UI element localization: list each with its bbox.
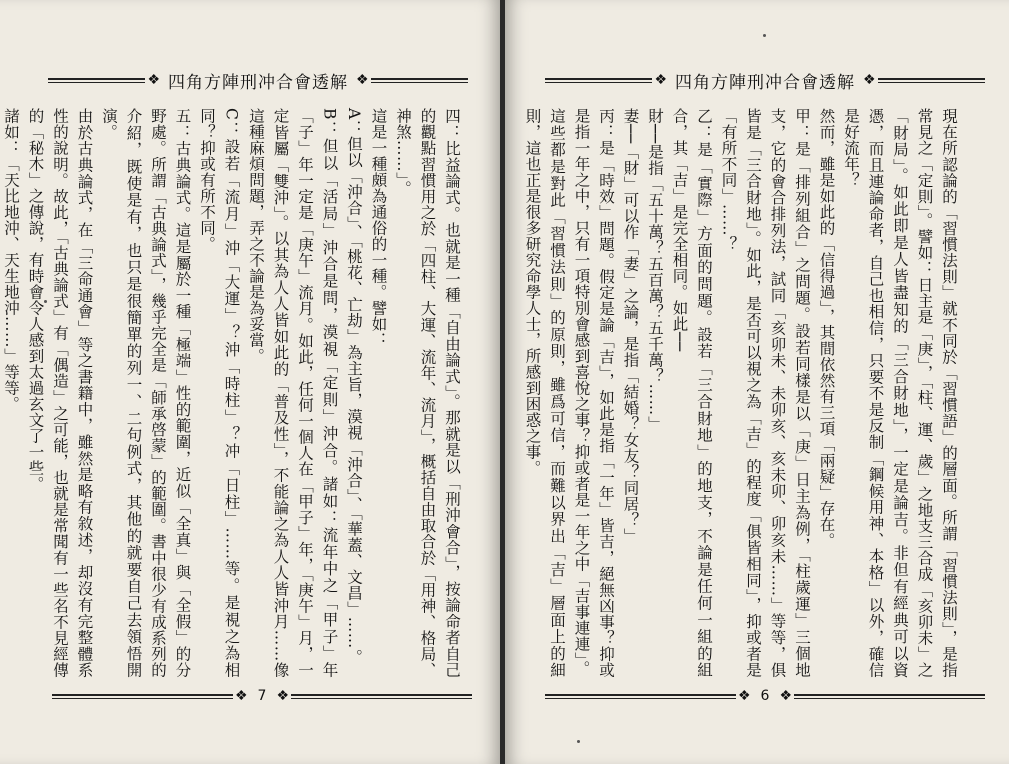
header-rule [878, 78, 985, 83]
ornament-icon: ❖ [356, 72, 369, 88]
ornament-icon: ❖ [654, 72, 667, 88]
ornament-icon: ❖ [147, 72, 160, 88]
paragraph: A：但以「沖合」、「桃花、亡劫」為主旨，漠視「沖合」、「華蓋、文昌」……。 [345, 108, 363, 665]
paragraph: 丙：是「時效」問題。假定是論「吉」，如此是指「一年」皆吉，絕無凶事？抑或是指一年之中，只有一項特別會感到喜悅之事？抑或者是一年之中「吉事連連」。 [572, 108, 615, 678]
paragraph: 現在所認論的「習慣法則」就不同於「習慣語」的層面。所謂「習慣法則」，是指常見之「定則」。譬如：日主是「庚」，「柱、運、歲」之地支三合成「亥卯未」之「財局」。如此即是人皆盡知的「三合財地」，一定是論吉。非但有經典可以資憑，而且連論命者，自己也相信，只要不是反制「鋼候用神、本格」以外，確信是好流年？ [842, 108, 958, 678]
book-title: 四角方陣刑冲合會透解 [675, 72, 855, 93]
left-page-body [2, 108, 464, 678]
paragraph: 這是一種頗為通俗的一種。譬如： [369, 108, 388, 348]
print-speck [763, 34, 766, 37]
paragraph: 財──是指「五十萬？五百萬？五千萬？……」 [646, 108, 664, 432]
right-page [505, 0, 1009, 764]
paragraph: 妻──「財」可以作「妻」之論，是指「結婚？女友？同居？」 [621, 108, 640, 544]
paragraph: 乙：是「實際」方面的問題。設若「三合財地」的地支，不論是任何一組的組合，其「吉」是完全相同。如此── [670, 108, 713, 678]
footer-rule [545, 694, 736, 699]
ornament-icon: ❖ [737, 688, 751, 704]
right-page-footer [545, 686, 985, 706]
paragraph: 四：比益論式。也就是一種「自由論式」。那就是以「刑沖會合」，按論命者自己的觀點習慣用之於「四柱、大運、流年、流月」，概括自由取合於「用神、格局、神煞……」。 [394, 108, 461, 678]
footer-rule [291, 694, 472, 699]
paragraph: 然而，雖是如此的「信得過」，其間依然有三項「兩疑」存在。 [817, 108, 836, 549]
paragraph: 五：古典論式。這是屬於一種「極端」性的範圍，近似「全真」與「全假」的分野處。所謂「古典論式」，幾乎完全是「師承啓蒙」的範圍。書中很少有成系列的介紹，既使是有，也只是很簡單的列一、二句例式，其他的就要自己去領悟開演。 [100, 108, 192, 678]
paragraph: C：設若「流月」沖「大運」？沖「時柱」？冲「日柱」……等。是視之為相同？抑或有所不同。 [198, 108, 241, 678]
paragraph: 諸如：「天比地沖、天生地沖……」等等。 [2, 108, 20, 412]
paragraph: 甲：是「排列組合」之問題。設若同樣是以「庚」日主為例，「柱歲運」三個地支，它的會合排列法，試同「亥卯未、未卯亥、亥未卯、卯亥未……」等等，俱皆是「三合財地」。如此，是否可以視之為「吉」的程度「俱皆相同」，抑或者是「有所不同」……？ [719, 108, 811, 678]
footer-rule [52, 694, 233, 699]
ornament-icon: ❖ [276, 688, 290, 704]
page-number: 7 [257, 688, 267, 704]
print-speck [44, 300, 47, 303]
book-title: 四角方陣刑冲合會透解 [168, 72, 348, 93]
ornament-icon: ❖ [779, 688, 793, 704]
left-page [0, 0, 500, 764]
paragraph: 這些都是對此「習慣法則」的原則，雖爲可信，而難以界出「吉」層面上的細則，這也正是很多研究命學人士，所感到困惑之事。 [523, 108, 566, 678]
left-page-footer [52, 686, 472, 706]
right-page-header [545, 66, 985, 94]
footer-rule [794, 694, 985, 699]
ornament-icon: ❖ [863, 72, 876, 88]
print-speck [577, 740, 580, 743]
ornament-icon: ❖ [234, 688, 248, 704]
left-page-header [48, 66, 468, 94]
page-number: 6 [760, 688, 770, 704]
header-rule [48, 78, 145, 83]
header-rule [545, 78, 652, 83]
paragraph: B：但以「活局」沖合是問，漠視「定則」沖合。諸如：流年中之「甲子」年「子」年一定是「庚午」流月。如此，任何一個人在「甲子」年，「庚午」月，一定皆屬「雙沖」。以其為人人皆如此的「普及性」，不能論之為人人皆沖月……像這種麻煩問題，弄之不論是為妥當。 [247, 108, 339, 678]
right-page-body [523, 108, 961, 678]
header-rule [371, 78, 468, 83]
paragraph: 由於古典論式，在「三命通會」等之書籍中，雖然是略有敘述，却沒有完整體系性的說明。故此，「古典論式」有「偶造」之可能，也就是常聞有一些名不見經傳的「秘木」之傳說，有時會令人感到太過玄文了一些。 [26, 108, 94, 678]
